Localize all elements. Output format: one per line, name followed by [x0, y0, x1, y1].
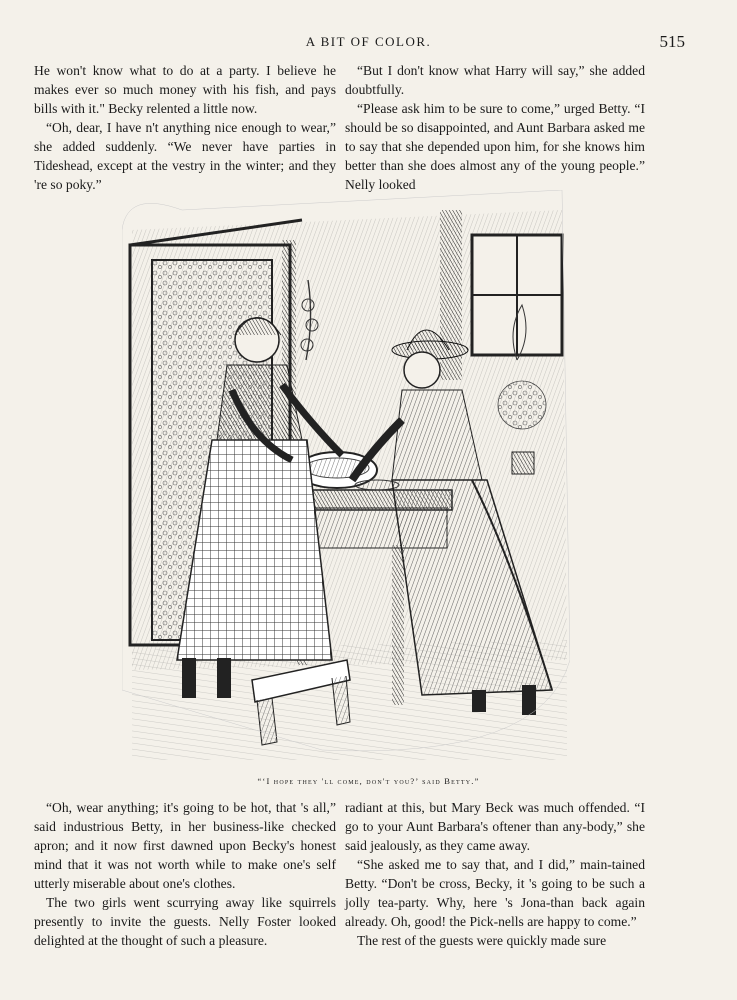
paragraph: “Oh, wear anything; it's going to be hot, that 's all,” said industrious Betty, in her business-like checked apron; and it now first dawned upon Becky's honest mind that it was not worth while to make one's self utterly miserable about one's clothes. — [34, 800, 336, 891]
paragraph: The two girls went scurrying away like squirrels presently to invite the guests. Nelly Foster looked delighted at the thought of such a pleasure. — [34, 895, 336, 948]
running-title: A BIT OF COLOR. — [305, 34, 432, 49]
paragraph: “Oh, dear, I have n't anything nice enough to wear,” she added suddenly. “We never have parties in Tideshead, except at the vestry in the winter; and they 're so poky.” — [34, 120, 336, 192]
text-column-top-left — [34, 61, 336, 194]
paragraph: The rest of the guests were quickly made sure — [357, 933, 607, 948]
illustration-caption: “‘I hope they 'll come, don't you?’ said Betty.” — [257, 776, 480, 786]
paragraph: He won't know what to do at a party. I believe he makes ever so much money with his fish, and pays bills with it." Becky relented a little now. — [34, 63, 336, 116]
engraving-illustration — [122, 190, 570, 760]
paragraph: “Please ask him to be sure to come,” urged Betty. “I should be so disappointed, and Aunt Barbara asked me to say that she depended upon him, for she knows him better than she does almost any of the young people.” Nelly looked — [345, 101, 645, 192]
paragraph: “But I don't know what Harry will say,” she added doubtfully. — [345, 63, 645, 97]
kitchen-scene-drawing — [122, 190, 570, 760]
paragraph: radiant at this, but Mary Beck was much offended. “I go to your Aunt Barbara's oftener than any-body,” she said jealously, as they came away. — [345, 800, 645, 853]
text-column-bottom-right — [345, 798, 645, 950]
text-column-bottom-left — [34, 798, 336, 950]
paragraph: “She asked me to say that, and I did,” main-tained Betty. “Don't be cross, Becky, it 's going to be such a jolly tea-party. Why, here 's Jona-than back again already. Oh, good! the Pick-nells are happy to come.” — [345, 857, 645, 929]
text-column-top-right — [345, 61, 645, 194]
page-number: 515 — [659, 32, 685, 51]
